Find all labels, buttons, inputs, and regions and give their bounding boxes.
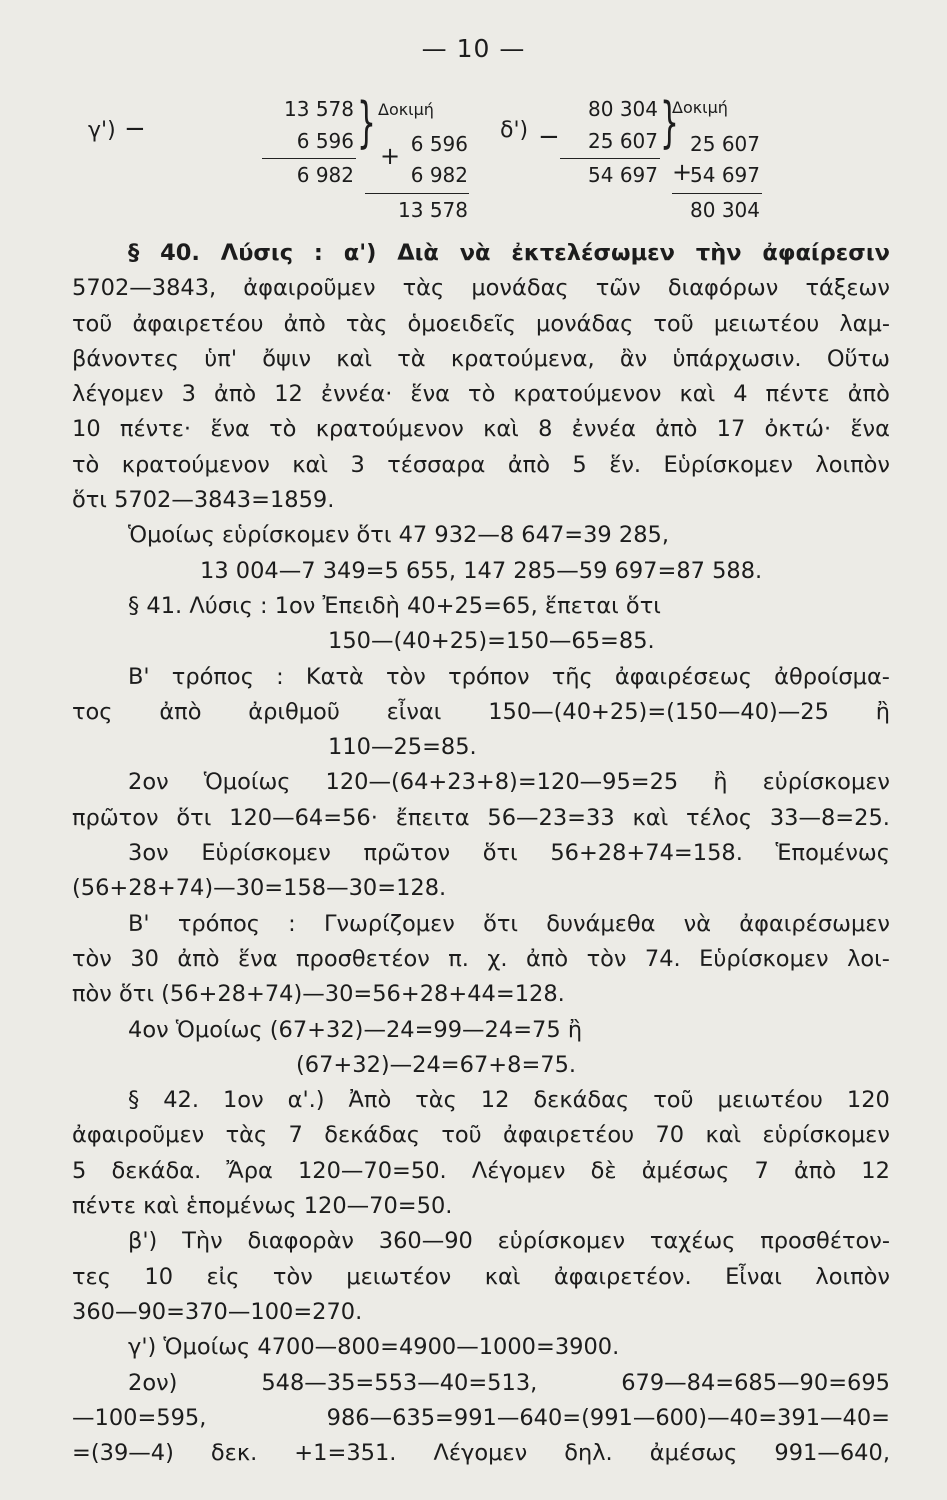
- word: 120—(64+23+8)=120—95=25: [325, 769, 679, 796]
- word: 548—35=553—40=513,: [261, 1369, 538, 1396]
- text-line: [72, 695, 890, 730]
- word: τέσσαρα: [387, 451, 486, 478]
- check-sum: 13 578: [398, 198, 468, 222]
- word: τοῦ: [72, 310, 113, 337]
- text-line: 150—(40+25)=150—65=85.: [328, 628, 655, 655]
- subtrahend: 6 596: [296, 129, 354, 153]
- word: 679—84=685—90=695: [621, 1369, 890, 1396]
- word: νὰ: [459, 240, 491, 266]
- word: τὰ: [397, 345, 426, 372]
- word: 74.: [644, 945, 681, 972]
- word: ἕνα: [410, 381, 450, 408]
- word: 991—640,: [774, 1440, 890, 1467]
- word: προσθέτον-: [760, 1228, 890, 1255]
- page-number: — 10 —: [421, 34, 526, 63]
- word: 120—64=56·: [229, 804, 378, 831]
- word: ἐννέα·: [320, 381, 393, 408]
- word: τὸν: [586, 945, 627, 972]
- minus-sign: −: [124, 114, 146, 144]
- word: ἀφαιρετέου: [503, 1122, 635, 1149]
- word: ἀριθμοῦ: [248, 698, 340, 725]
- word: —100=595,: [72, 1404, 207, 1431]
- minus-sign: −: [538, 122, 560, 152]
- word: 70: [655, 1122, 685, 1149]
- word: ἀπὸ: [507, 451, 550, 478]
- word: 10: [72, 416, 101, 443]
- word: δεκάδας: [324, 1122, 421, 1149]
- word: ὅτι: [482, 840, 518, 867]
- word: πέντε: [765, 381, 830, 408]
- text-line: [72, 1366, 890, 1401]
- word: δηλ.: [564, 1440, 613, 1467]
- text-line: [72, 907, 890, 942]
- text-line: § 41. Λύσις : 1ον Ἐπειδὴ 40+25=65, ἕπεται ὅτι: [128, 592, 661, 619]
- check-addend-b: 54 697: [690, 163, 760, 187]
- check-title: Δοκιμή: [378, 100, 434, 119]
- brace: }: [660, 91, 679, 154]
- word: τοῦ: [653, 310, 694, 337]
- word: μειωτέου: [713, 310, 820, 337]
- word: ἕνα: [850, 416, 890, 443]
- word: κρατούμενον: [315, 416, 464, 443]
- word: τρόπον: [448, 663, 530, 690]
- word: Γνωρίζομεν: [323, 910, 455, 937]
- check-title: Δοκιμή: [672, 98, 728, 117]
- difference: 54 697: [588, 163, 658, 187]
- plus-sign: +: [380, 142, 401, 170]
- word: 8: [538, 416, 553, 443]
- check-rule: [365, 193, 469, 194]
- word: τὸν: [386, 663, 426, 690]
- example-label: γ'): [88, 118, 116, 143]
- text-line: γ') Ὁμοίως 4700—800=4900—1000=3900.: [128, 1334, 620, 1361]
- word: ἐννέα: [571, 416, 636, 443]
- word: λοιπὸν: [815, 1263, 890, 1290]
- word: 17: [716, 416, 746, 443]
- word: διαφορὰν: [247, 1228, 354, 1255]
- word: 5702—3843,: [72, 275, 217, 302]
- word: ὄψιν: [262, 345, 312, 372]
- word: μονάδας: [536, 310, 634, 337]
- word: 5: [72, 1157, 87, 1184]
- text-line: [72, 307, 890, 342]
- word: τοῦ: [653, 1087, 694, 1114]
- word: τῆς: [551, 663, 593, 690]
- word: Εὑρίσκομεν: [699, 945, 829, 972]
- word: ὀκτώ·: [764, 416, 832, 443]
- text-line: 4ον Ὁμοίως (67+32)—24=99—24=75 ἢ: [128, 1016, 583, 1043]
- word: Οὕτω: [826, 345, 890, 372]
- subtraction-rule: [560, 158, 660, 159]
- word: 12: [480, 1087, 510, 1114]
- word: λοι-: [847, 945, 890, 972]
- word: 1ον: [222, 1087, 264, 1114]
- word: ἀπὸ: [177, 945, 220, 972]
- word: α'.): [287, 1087, 325, 1114]
- minuend: 80 304: [588, 97, 658, 121]
- word: ἢ: [713, 769, 728, 796]
- word: ἀφαιρέσεως: [614, 663, 752, 690]
- text-line: 360—90=370—100=270.: [72, 1298, 363, 1325]
- word: Λύσις: [220, 240, 294, 266]
- word: τέλος: [686, 804, 753, 831]
- word: ὁμοειδεῖς: [407, 310, 516, 337]
- word: Κατὰ: [305, 663, 364, 690]
- word: ἔπειτα: [395, 804, 470, 831]
- word: πρῶτον: [363, 840, 451, 867]
- word: 3: [181, 381, 196, 408]
- word: τοῦ: [441, 1122, 482, 1149]
- word: §: [128, 1087, 140, 1114]
- word: χ.: [487, 945, 508, 972]
- word: διαφόρων: [667, 275, 779, 302]
- word: ταχέως: [649, 1228, 736, 1255]
- check-addend-a: 25 607: [690, 132, 760, 156]
- text-line: [72, 1118, 890, 1153]
- word: προσθετέον: [296, 945, 430, 972]
- word: βάνοντες: [72, 345, 180, 372]
- word: Λέγομεν: [433, 1440, 528, 1467]
- word: ἀπὸ: [283, 310, 326, 337]
- word: ἀμέσως: [641, 1157, 730, 1184]
- word: β'): [128, 1228, 158, 1255]
- text-line: [72, 271, 890, 306]
- word: 56—23=33: [487, 804, 615, 831]
- word: 33—8=25.: [769, 804, 890, 831]
- check-rule: [672, 193, 762, 194]
- text-line: [72, 377, 890, 412]
- word: ἀπὸ: [214, 381, 257, 408]
- word: 2ον: [128, 769, 169, 796]
- word: Ἀπὸ: [348, 1087, 392, 1114]
- word: τὸ: [72, 451, 100, 478]
- word: 120: [846, 1087, 890, 1114]
- solutions-text: [72, 236, 890, 1471]
- text-line: [72, 1401, 890, 1436]
- word: καὶ: [632, 804, 669, 831]
- word: Τὴν: [182, 1228, 223, 1255]
- word: καὶ: [292, 451, 328, 478]
- subtraction-rule: [262, 158, 356, 159]
- text-line: [72, 1083, 890, 1118]
- text-line: (56+28+74)—30=158—30=128.: [72, 875, 447, 902]
- word: ἀμέσως: [649, 1440, 738, 1467]
- plus-sign: +: [672, 158, 693, 186]
- text-line: (67+32)—24=67+8=75.: [296, 1051, 577, 1078]
- word: δεκάδα.: [111, 1157, 202, 1184]
- text-line: πέντε καὶ ἑπομένως 120—70=50.: [72, 1193, 453, 1220]
- word: τῶν: [595, 275, 641, 302]
- word: 12: [861, 1157, 890, 1184]
- word: ἀφαιροῦμεν: [243, 275, 376, 302]
- word: εὑρίσκομεν: [762, 769, 890, 796]
- text-line: [72, 1260, 890, 1295]
- word: Λέγομεν: [471, 1157, 566, 1184]
- word: Εἶναι: [725, 1263, 782, 1290]
- word: ἂν: [619, 345, 648, 372]
- word: ἕνα: [210, 416, 250, 443]
- word: 5: [572, 451, 587, 478]
- word: 360—90: [378, 1228, 473, 1255]
- word: ἕνα: [238, 945, 278, 972]
- word: δεκ.: [210, 1440, 258, 1467]
- word: τες: [72, 1263, 111, 1290]
- word: νὰ: [683, 910, 712, 937]
- text-line: [72, 412, 890, 447]
- word: Ὁμοίως: [203, 769, 291, 796]
- word: δυνάμεθα: [546, 910, 656, 937]
- word: §: [128, 240, 140, 266]
- word: 3: [350, 451, 365, 478]
- minuend: 13 578: [284, 97, 354, 121]
- word: εἰς: [206, 1263, 240, 1290]
- word: 150—(40+25)=(150—40)—25: [488, 698, 829, 725]
- word: μειωτέου: [717, 1087, 823, 1114]
- word: Εὑρίσκομεν: [663, 451, 793, 478]
- word: εἶναι: [386, 698, 442, 725]
- text-line: [72, 448, 890, 483]
- word: ἀπὸ: [159, 698, 202, 725]
- word: ὅτι: [176, 804, 212, 831]
- word: :: [288, 910, 296, 937]
- word: ὑπάρχωσιν.: [672, 345, 802, 372]
- word: τος: [72, 698, 113, 725]
- word: ἕν.: [609, 451, 642, 478]
- word: ὅτι: [483, 910, 518, 937]
- text-line: [72, 942, 890, 977]
- word: Εὑρίσκομεν: [201, 840, 331, 867]
- word: =(39—4): [72, 1440, 174, 1467]
- text-line: [72, 1436, 890, 1471]
- word: ἀφαιρέσωμεν: [739, 910, 890, 937]
- word: κρατούμενα,: [450, 345, 595, 372]
- word: τρόπος: [171, 663, 254, 690]
- word: τὰς: [345, 310, 388, 337]
- word: λοιπὸν: [815, 451, 890, 478]
- word: τὸν: [272, 1263, 313, 1290]
- example-label: δ'): [500, 118, 529, 143]
- word: 56+28+74=158.: [550, 840, 743, 867]
- check-sum: 80 304: [690, 198, 760, 222]
- text-line: [72, 765, 890, 800]
- word: τὰς: [402, 275, 445, 302]
- check-addend-a: 6 596: [410, 132, 468, 156]
- word: τρόπος: [177, 910, 260, 937]
- word: ἀφαιρετέου: [132, 310, 264, 337]
- word: τὸ: [468, 381, 496, 408]
- word: 120—70=50.: [297, 1157, 447, 1184]
- word: 7: [288, 1122, 303, 1149]
- word: 986—635=991—640=(991—600)—40=391—40=: [326, 1404, 890, 1431]
- word: ἀπὸ: [793, 1157, 837, 1184]
- word: 10: [144, 1263, 174, 1290]
- word: Β': [128, 663, 150, 690]
- word: α'): [343, 240, 377, 266]
- word: :: [276, 663, 284, 690]
- word: ἀφαιροῦμεν: [72, 1122, 205, 1149]
- word: τάξεων: [805, 275, 890, 302]
- word: ἀπὸ: [655, 416, 698, 443]
- word: δὲ: [590, 1157, 617, 1184]
- word: τὸ: [269, 416, 297, 443]
- word: κρατούμενον: [121, 451, 270, 478]
- text-line: [72, 1224, 890, 1259]
- word: ἐκτελέσωμεν: [511, 240, 675, 266]
- word: 2ον): [128, 1369, 178, 1396]
- text-line: [72, 342, 890, 377]
- word: ἢ: [875, 698, 890, 725]
- word: 42.: [163, 1087, 200, 1114]
- word: ἀπὸ: [526, 945, 569, 972]
- text-line: 110—25=85.: [328, 734, 477, 761]
- word: :: [313, 240, 323, 266]
- brace: }: [357, 91, 376, 154]
- word: 7: [754, 1157, 769, 1184]
- word: εὑρίσκομεν: [762, 1122, 890, 1149]
- word: μειωτέον: [346, 1263, 452, 1290]
- word: τὴν: [695, 240, 742, 266]
- text-line: [72, 1154, 890, 1189]
- text-line: [72, 801, 890, 836]
- text-line: [72, 236, 890, 271]
- word: κρατούμενον: [513, 381, 662, 408]
- word: π.: [448, 945, 469, 972]
- word: Ἄρα: [226, 1157, 273, 1184]
- word: Β': [128, 910, 150, 937]
- word: 3ον: [128, 840, 169, 867]
- word: καὶ: [679, 381, 716, 408]
- text-line: Ὁμοίως εὑρίσκομεν ὅτι 47 932—8 647=39 285,: [128, 522, 669, 549]
- word: Διὰ: [397, 240, 439, 266]
- word: καὶ: [483, 416, 519, 443]
- subtrahend: 25 607: [588, 129, 658, 153]
- word: τὸν: [72, 945, 112, 972]
- word: τὰς: [415, 1087, 457, 1114]
- word: ὑπ': [204, 345, 238, 372]
- word: λέγομεν: [72, 381, 164, 408]
- word: καὶ: [705, 1122, 742, 1149]
- word: τὰς: [225, 1122, 268, 1149]
- word: καὶ: [336, 345, 372, 372]
- word: λαμ-: [839, 310, 890, 337]
- text-line: πὸν ὅτι (56+28+74)—30=56+28+44=128.: [72, 981, 565, 1008]
- word: 4: [733, 381, 748, 408]
- word: μονάδας: [471, 275, 569, 302]
- text-line: [72, 660, 890, 695]
- word: ἀθροίσμα-: [774, 663, 890, 690]
- word: 30: [130, 945, 159, 972]
- word: καὶ: [484, 1263, 521, 1290]
- word: 40.: [160, 240, 200, 266]
- text-line: [72, 836, 890, 871]
- word: δεκάδας: [533, 1087, 630, 1114]
- word: ἀφαίρεσιν: [762, 240, 890, 266]
- word: πρῶτον: [72, 804, 159, 831]
- word: 12: [274, 381, 303, 408]
- word: εὑρίσκομεν: [497, 1228, 626, 1255]
- check-addend-b: 6 982: [410, 163, 468, 187]
- word: +1=351.: [294, 1440, 397, 1467]
- word: πέντε·: [119, 416, 192, 443]
- word: Ἑπομένως: [775, 840, 890, 867]
- word: ἀπὸ: [847, 381, 890, 408]
- word: ἀφαιρετέον.: [553, 1263, 692, 1290]
- text-line: ὅτι 5702—3843=1859.: [72, 487, 335, 514]
- difference: 6 982: [296, 163, 354, 187]
- text-line: 13 004—7 349=5 655, 147 285—59 697=87 588.: [200, 557, 763, 584]
